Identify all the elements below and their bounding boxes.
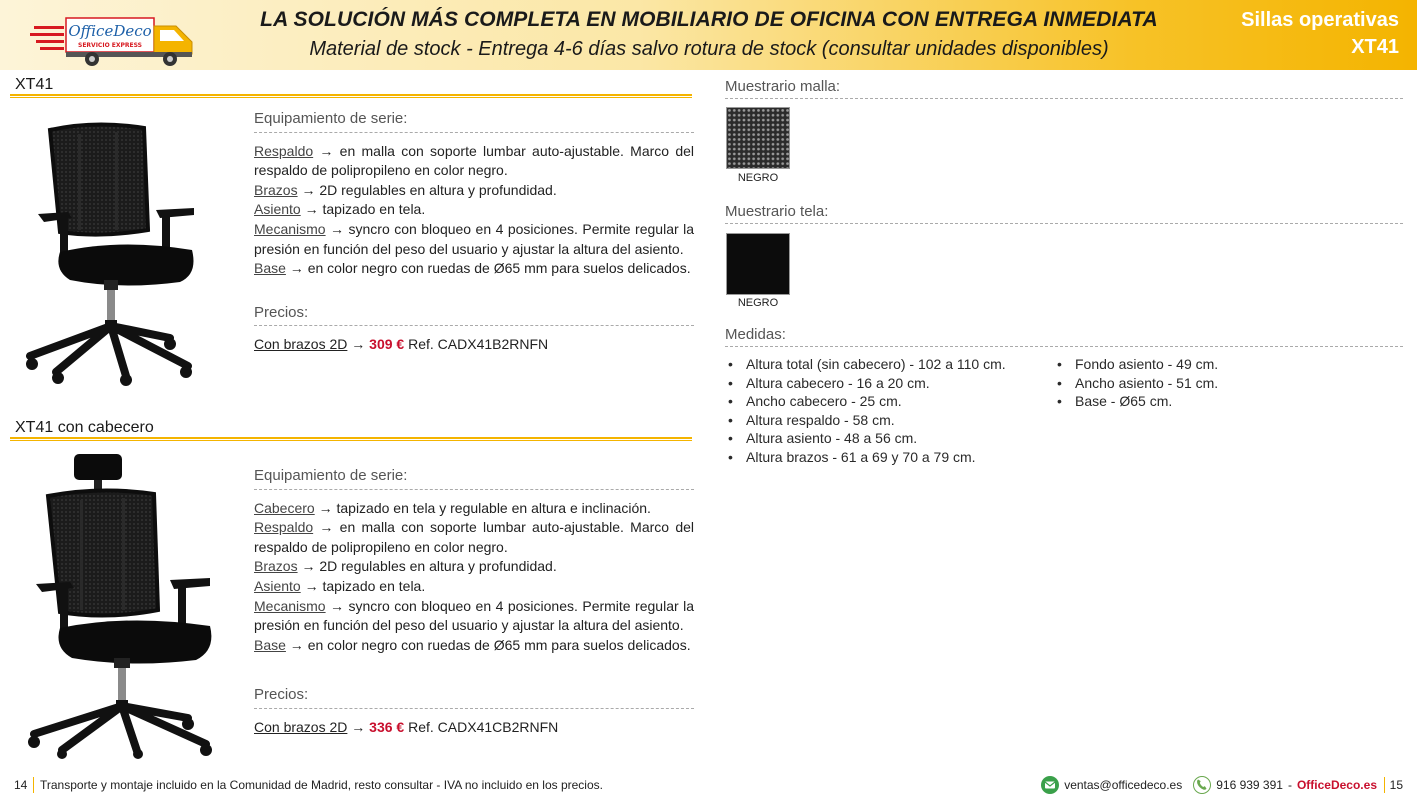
feature-text: → syncro con bloqueo en 4 posiciones. Permite regular la presión en función del peso del usuario y ajustar la altura del asiento. [254, 597, 694, 634]
measure-item: • Fondo asiento - 49 cm. [1055, 355, 1218, 374]
feature-list [254, 142, 694, 279]
email-icon [1041, 776, 1059, 794]
feature-text: → tapizado en tela. [300, 201, 426, 218]
feature-item [254, 557, 694, 577]
phone-icon [1193, 776, 1211, 794]
footer-divider [33, 777, 34, 793]
feature-part-link[interactable]: Base [254, 636, 286, 653]
logo-subtext: SERVICIO EXPRESS [78, 42, 142, 49]
mesh-samples-label: Muestrario malla: [725, 78, 1403, 99]
equipment-label: Equipamiento de serie: [254, 109, 694, 133]
price-line [254, 335, 694, 355]
measure-item: • Altura respaldo - 58 cm. [726, 411, 1006, 430]
feature-text: → en color negro con ruedas de Ø65 mm para suelos delicados. [285, 260, 691, 277]
brand-link[interactable]: OfficeDeco.es [1296, 778, 1377, 792]
price-option-link[interactable]: Con brazos 2D [254, 718, 348, 735]
measures-list-2 [1055, 355, 1218, 411]
measure-item: • Ancho asiento - 51 cm. [1055, 374, 1218, 393]
equipment-label: Equipamiento de serie: [254, 466, 694, 490]
feature-part-link[interactable]: Mecanismo [254, 597, 326, 614]
measures-label: Medidas: [725, 326, 1403, 347]
feature-part-link[interactable]: Asiento [254, 201, 301, 218]
feature-item [254, 259, 694, 279]
price-value: 336 € [369, 718, 405, 735]
measure-item: • Altura brazos - 61 a 69 y 70 a 79 cm. [726, 448, 1006, 467]
product-details-xt41 [254, 109, 694, 355]
feature-part-link[interactable]: Respaldo [254, 519, 314, 536]
product-reference: Ref. CADX41B2RNFN [408, 336, 549, 353]
fabric-samples-label: Muestrario tela: [725, 203, 1403, 224]
measure-item: • Altura asiento - 48 a 56 cm. [726, 429, 1006, 448]
feature-item [254, 577, 694, 597]
fabric-swatch-black[interactable] [726, 233, 790, 295]
feature-text: → en malla con soporte lumbar auto-ajustable. Marco del respaldo de polipropileno en color negro. [254, 519, 694, 555]
feature-list [254, 499, 694, 656]
feature-item [254, 636, 694, 656]
page-footer [0, 772, 1417, 800]
feature-text: → en color negro con ruedas de Ø65 mm para suelos delicados. [285, 636, 691, 653]
measure-item: • Base - Ø65 cm. [1055, 392, 1218, 411]
feature-item [254, 597, 694, 636]
contact-info [1041, 776, 1377, 794]
feature-part-link[interactable]: Mecanismo [254, 220, 326, 237]
chair-image-xt41 [20, 114, 200, 386]
arrow: → [351, 336, 366, 353]
feature-text: → 2D regulables en altura y profundidad. [297, 181, 557, 198]
feature-item [254, 181, 694, 201]
feature-text: → en malla con soporte lumbar auto-ajustable. Marco del respaldo de polipropileno en color negro. [254, 142, 694, 179]
prices-label: Precios: [254, 303, 694, 327]
page-title: LA SOLUCIÓN MÁS COMPLETA EN MOBILIARIO DE OFICINA CON ENTREGA INMEDIATA [260, 8, 1158, 31]
feature-part-link[interactable]: Cabecero [254, 499, 315, 516]
fabric-swatch-name: NEGRO [737, 297, 779, 309]
page-number-right: 15 [1389, 778, 1403, 792]
section-rule [10, 94, 692, 98]
feature-part-link[interactable]: Respaldo [254, 142, 314, 159]
email-link[interactable]: ventas@officedeco.es [1064, 778, 1183, 792]
phone-number[interactable]: 916 939 391 [1216, 778, 1283, 792]
footer-note: Transporte y montaje incluido en la Comunidad de Madrid, resto consultar - IVA no incluido en los precios. [40, 778, 603, 792]
footer-divider [1384, 777, 1385, 793]
feature-item [254, 220, 694, 259]
delivery-truck-logo [30, 12, 200, 68]
page-header [0, 0, 1417, 70]
logo-text: OfficeDeco [68, 22, 152, 40]
feature-text: → syncro con bloqueo en 4 posiciones. Permite regular la presión en función del peso del usuario y ajustar la altura del asiento. [254, 220, 694, 257]
category-label: Sillas operativas [1241, 9, 1399, 31]
arrow: → [351, 718, 366, 735]
feature-part-link[interactable]: Asiento [254, 577, 301, 594]
prices-label: Precios: [254, 685, 694, 709]
mesh-swatch-black[interactable] [726, 107, 790, 169]
price-option-link[interactable]: Con brazos 2D [254, 336, 348, 353]
feature-item [254, 200, 694, 220]
feature-item [254, 518, 694, 557]
feature-part-link[interactable]: Brazos [254, 181, 298, 198]
measure-item: • Altura cabecero - 16 a 20 cm. [726, 374, 1006, 393]
price-value: 309 € [369, 336, 405, 353]
product-details-xt41-headrest [254, 466, 694, 738]
model-label: XT41 [1351, 36, 1399, 58]
feature-text: → tapizado en tela y regulable en altura e inclinación. [314, 499, 651, 516]
feature-text: → 2D regulables en altura y profundidad. [297, 558, 557, 575]
feature-part-link[interactable]: Base [254, 260, 286, 277]
feature-text: → tapizado en tela. [300, 577, 426, 594]
product-title: XT41 con cabecero [15, 419, 154, 436]
feature-item [254, 499, 694, 519]
page-subtitle: Material de stock - Entrega 4-6 días salvo rotura de stock (consultar unidades disponibles) [309, 38, 1109, 60]
footer-separator: - [1287, 778, 1292, 792]
feature-item [254, 142, 694, 181]
chair-image-xt41-headrest [20, 450, 220, 760]
product-title: XT41 [15, 76, 54, 93]
measure-item: • Ancho cabecero - 25 cm. [726, 392, 1006, 411]
section-rule [10, 437, 692, 441]
mesh-swatch-name: NEGRO [737, 172, 779, 184]
measure-item: • Altura total (sin cabecero) - 102 a 110 cm. [726, 355, 1006, 374]
measures-list-1 [726, 355, 1006, 467]
page-number-left: 14 [14, 778, 28, 792]
price-line [254, 718, 694, 738]
feature-part-link[interactable]: Brazos [254, 558, 298, 575]
product-reference: Ref. CADX41CB2RNFN [408, 718, 559, 735]
